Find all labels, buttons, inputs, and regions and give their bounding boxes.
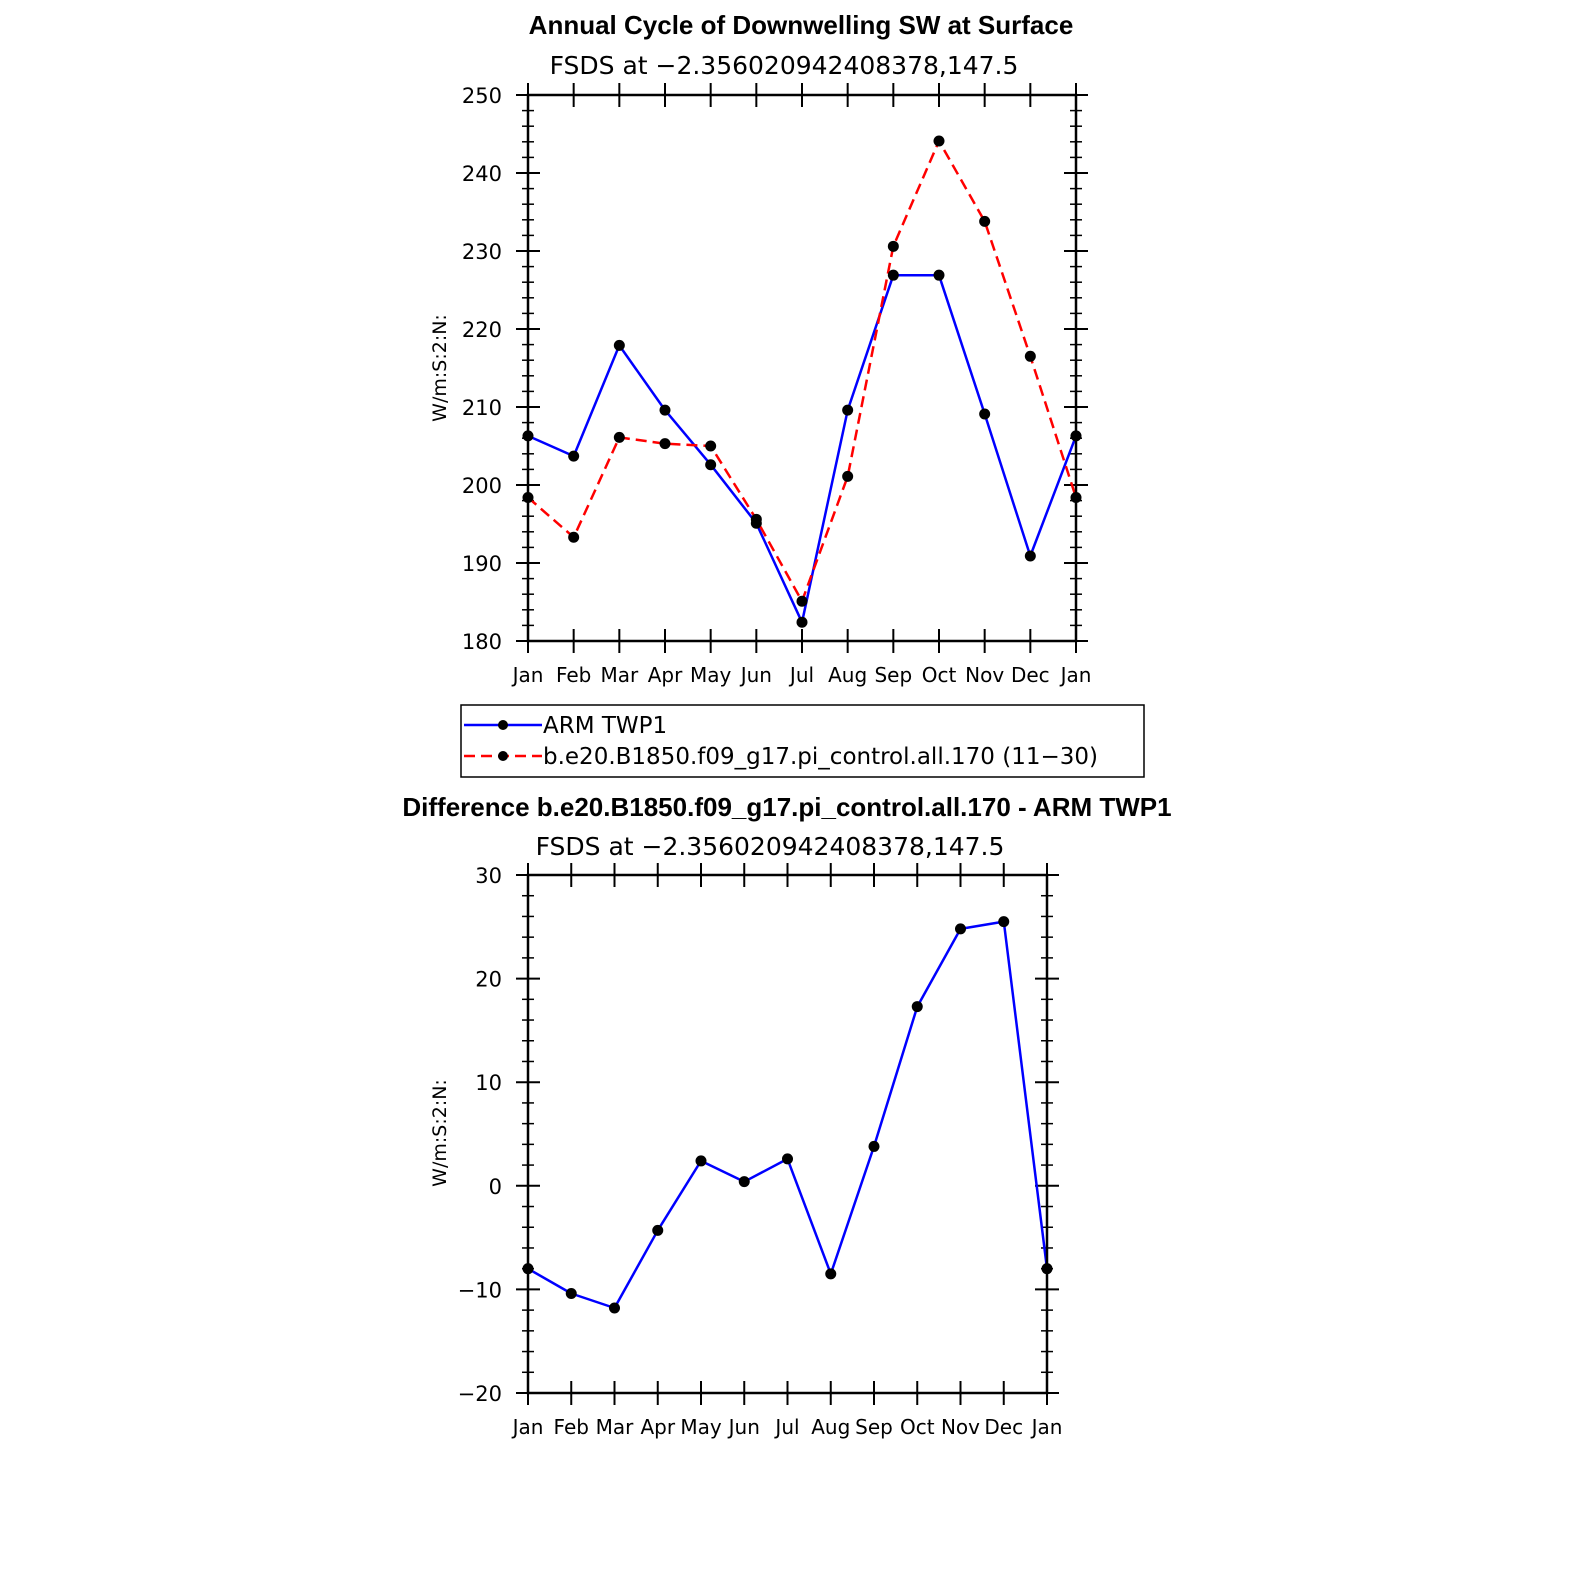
data-point <box>705 459 716 470</box>
x-tick-label: Nov <box>940 1415 981 1439</box>
x-tick-labels <box>511 1415 1063 1439</box>
data-point <box>912 1001 923 1012</box>
data-point <box>751 514 762 525</box>
axis-ticks <box>516 83 1088 653</box>
data-point <box>568 451 579 462</box>
chart-title: Difference b.e20.B1850.f09_g17.pi_control.all.170 - ARM TWP1 <box>402 792 1172 822</box>
data-point <box>660 438 671 449</box>
data-point <box>609 1303 620 1314</box>
x-tick-label: Apr <box>647 663 683 687</box>
series-line-0 <box>528 922 1047 1308</box>
data-point <box>614 432 625 443</box>
x-tick-label: Mar <box>600 663 639 687</box>
x-tick-label: Sep <box>855 1415 893 1439</box>
legend-entry-model <box>464 744 1098 770</box>
annual-cycle-chart <box>429 10 1091 687</box>
y-tick-label: 210 <box>461 396 502 420</box>
x-tick-label: Feb <box>553 1415 589 1439</box>
data-point <box>979 409 990 420</box>
y-tick-label: 20 <box>475 967 502 992</box>
data-point <box>1025 351 1036 362</box>
x-tick-label: Aug <box>828 663 868 687</box>
data-point <box>934 136 945 147</box>
x-tick-label: Jan <box>1060 663 1092 687</box>
data-point <box>739 1176 750 1187</box>
y-tick-label: 10 <box>475 1071 502 1096</box>
data-point <box>568 532 579 543</box>
data-point <box>934 270 945 281</box>
series-line-0 <box>528 275 1076 622</box>
y-tick-label: 180 <box>461 630 502 654</box>
x-tick-label: Jun <box>728 1415 760 1439</box>
y-tick-label: 0 <box>488 1174 502 1199</box>
chart-title: Annual Cycle of Downwelling SW at Surface <box>528 10 1074 40</box>
x-tick-label: Dec <box>1010 663 1050 687</box>
x-tick-label: May <box>680 1415 722 1439</box>
y-tick-label: 240 <box>461 162 502 186</box>
data-point <box>566 1288 577 1299</box>
data-point <box>705 441 716 452</box>
legend-label-model: b.e20.B1850.f09_g17.pi_control.all.170 (11−30) <box>543 744 1098 770</box>
data-point <box>955 923 966 934</box>
data-point <box>696 1155 707 1166</box>
data-point <box>825 1268 836 1279</box>
data-point <box>979 216 990 227</box>
x-tick-label: Oct <box>921 663 957 687</box>
series-group <box>523 136 1082 628</box>
x-tick-label: Nov <box>965 663 1005 687</box>
y-tick-label: 190 <box>461 552 502 576</box>
x-tick-label: Jan <box>512 1415 544 1439</box>
data-point <box>842 405 853 416</box>
data-point <box>998 916 1009 927</box>
y-tick-label: −10 <box>457 1278 502 1303</box>
x-tick-label: Jan <box>512 663 544 687</box>
x-tick-label: Jun <box>740 663 772 687</box>
x-tick-label: Mar <box>595 1415 634 1439</box>
y-tick-label: 230 <box>461 240 502 264</box>
x-tick-label: Jul <box>789 663 815 687</box>
legend-marker-model <box>498 751 508 761</box>
data-point <box>797 596 808 607</box>
y-axis-label: W/m:S:2:N: <box>429 314 451 422</box>
data-point <box>797 617 808 628</box>
y-tick-label: 250 <box>461 84 502 108</box>
legend-label-arm-twp1: ARM TWP1 <box>543 713 668 739</box>
series-line-1 <box>528 141 1076 601</box>
data-point <box>888 241 899 252</box>
plot-frame <box>528 875 1047 1393</box>
y-tick-label: 220 <box>461 318 502 342</box>
x-tick-label: Dec <box>984 1415 1024 1439</box>
x-tick-label: Sep <box>874 663 913 687</box>
data-point <box>869 1141 880 1152</box>
data-point <box>888 270 899 281</box>
x-tick-label: Jan <box>1031 1415 1063 1439</box>
x-tick-label: Jul <box>775 1415 800 1439</box>
x-tick-label: Aug <box>811 1415 851 1439</box>
data-point <box>652 1225 663 1236</box>
data-point <box>842 471 853 482</box>
y-tick-label: −20 <box>457 1382 502 1406</box>
data-point <box>1025 550 1036 561</box>
x-tick-label: May <box>689 663 732 687</box>
chart-subtitle: FSDS at −2.356020942408378,147.5 <box>535 832 1005 861</box>
y-tick-labels <box>458 864 502 1406</box>
series-group <box>523 916 1053 1313</box>
x-tick-label: Apr <box>640 1415 676 1439</box>
chart-subtitle: FSDS at −2.356020942408378,147.5 <box>549 51 1019 80</box>
legend <box>461 705 1144 777</box>
x-tick-label: Feb <box>555 663 592 687</box>
legend-marker-arm-twp1 <box>498 720 508 730</box>
y-tick-label: 30 <box>475 864 502 888</box>
axis-ticks <box>516 863 1059 1405</box>
y-tick-label: 200 <box>461 474 502 498</box>
data-point <box>614 340 625 351</box>
difference-chart <box>402 792 1171 1439</box>
y-tick-labels <box>462 84 502 654</box>
data-point <box>660 405 671 416</box>
x-tick-labels <box>511 663 1092 687</box>
data-point <box>782 1153 793 1164</box>
x-tick-label: Oct <box>899 1415 935 1439</box>
y-axis-label: W/m:S:2:N: <box>429 1079 451 1187</box>
